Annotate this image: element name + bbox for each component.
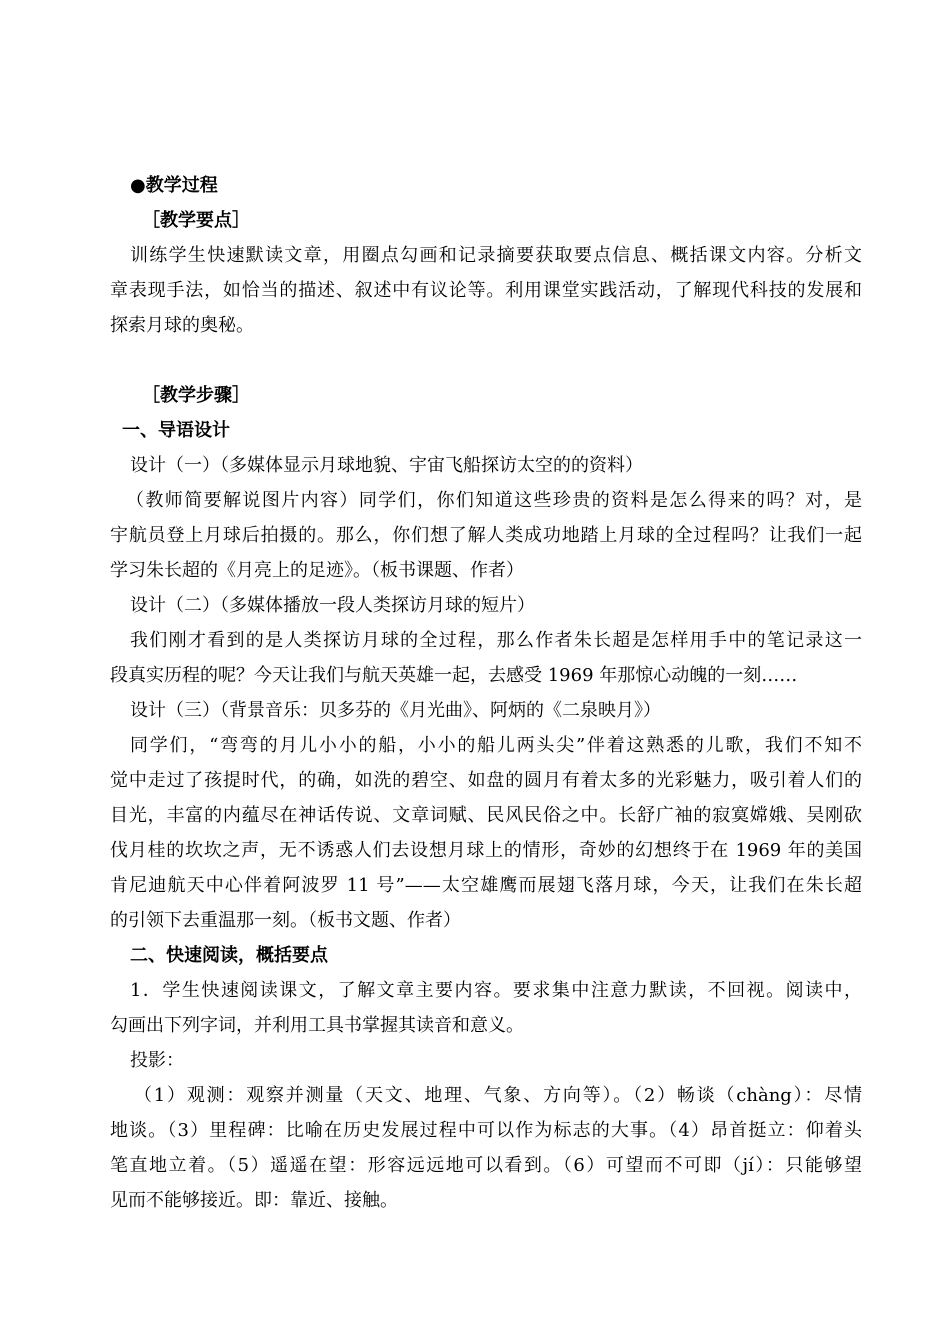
paragraph-line: 勾画出下列字词，并利用工具书掌握其读音和意义。 bbox=[110, 1015, 524, 1036]
paragraph-line: 章表现手法，如恰当的描述、叙述中有议论等。利用课堂实践活动，了解现代科技的发展和 bbox=[110, 280, 862, 301]
steps-heading: ［教学步骤］ bbox=[142, 385, 250, 406]
paragraph-line: 同学们，“弯弯的月儿小小的船，小小的船儿两头尖”伴着这熟悉的儿歌，我们不知不 bbox=[130, 735, 862, 756]
key-points-heading: ［教学要点］ bbox=[142, 210, 250, 231]
paragraph-line: （教师简要解说图片内容）同学们，你们知道这些珍贵的资料是怎么得来的吗？对，是 bbox=[126, 490, 862, 511]
paragraph-line: 伐月桂的坎坎之声，无不诱惑人们去设想月球上的情形，奇妙的幻想终于在 1969 年的美国 bbox=[110, 840, 862, 861]
paragraph-line: 探索月球的奥秘。 bbox=[110, 315, 254, 336]
part2-heading: 二、快速阅读，概括要点 bbox=[130, 945, 328, 966]
paragraph-line: 见而不能够接近。即：靠近、接触。 bbox=[110, 1190, 398, 1211]
paragraph-line: 地谈。（3）里程碑：比喻在历史发展过程中可以作为标志的大事。（4）昂首挺立：仰着头 bbox=[110, 1120, 862, 1141]
paragraph-line: 目光，丰富的内蕴尽在神话传说、文章词赋、民风民俗之中。长舒广袖的寂寞嫦娥、吴刚砍 bbox=[110, 805, 862, 826]
paragraph-line: 肯尼迪航天中心伴着阿波罗 11 号”——太空雄鹰而展翅飞落月球，今天，让我们在朱长超 bbox=[110, 875, 862, 896]
key-points-paragraph bbox=[110, 238, 862, 343]
paragraph-line: 训练学生快速默读文章，用圈点勾画和记录摘要获取要点信息、概括课文内容。分析文 bbox=[130, 245, 862, 266]
design3-label: 设计（三）（背景音乐：贝多芬的《月光曲》、阿炳的《二泉映月》） bbox=[130, 700, 661, 721]
paragraph-line: 笔直地立着。（5）遥遥在望：形容远远地可以看到。（6）可望而不可即（jí）：只能够望 bbox=[110, 1155, 862, 1176]
paragraph-line: 1．学生快速阅读课文，了解文章主要内容。要求集中注意力默读，不回视。阅读中， bbox=[130, 980, 862, 1001]
section-title: ●教学过程 bbox=[130, 175, 218, 196]
paragraph-line: 学习朱长超的《月亮上的足迹》。（板书课题、作者） bbox=[110, 560, 524, 581]
paragraph-line: 的引领下去重温那一刻。（板书文题、作者） bbox=[110, 910, 461, 931]
paragraph-line: 觉中走过了孩提时代，的确，如洗的碧空、如盘的圆月有着太多的光彩魅力，吸引着人们的 bbox=[110, 770, 862, 791]
design3-paragraph bbox=[110, 728, 862, 938]
item1-paragraph bbox=[110, 973, 862, 1043]
design1-paragraph bbox=[110, 483, 862, 588]
vocab-paragraph bbox=[110, 1078, 862, 1218]
paragraph-line: 段真实历程的呢？今天让我们与航天英雄一起，去感受 1969 年那惊心动魄的一刻…… bbox=[110, 665, 798, 686]
part1-heading: 一、导语设计 bbox=[122, 420, 230, 441]
document-body bbox=[110, 168, 862, 1218]
design2-label: 设计（二）（多媒体播放一段人类探访月球的短片） bbox=[130, 595, 535, 616]
design1-label: 设计（一）（多媒体显示月球地貌、宇宙飞船探访太空的的资料） bbox=[130, 455, 643, 476]
paragraph-line: 我们刚才看到的是人类探访月球的全过程，那么作者朱长超是怎样用手中的笔记录这一 bbox=[130, 630, 862, 651]
paragraph-line: 宇航员登上月球后拍摄的。那么，你们想了解人类成功地踏上月球的全过程吗？让我们一起 bbox=[110, 525, 862, 546]
paragraph-line: （1）观测：观察并测量（天文、地理、气象、方向等）。（2）畅谈（chàng）：尽情 bbox=[134, 1085, 862, 1106]
design2-paragraph bbox=[110, 623, 862, 693]
projection-label: 投影： bbox=[130, 1050, 184, 1071]
blank-line bbox=[130, 343, 862, 378]
